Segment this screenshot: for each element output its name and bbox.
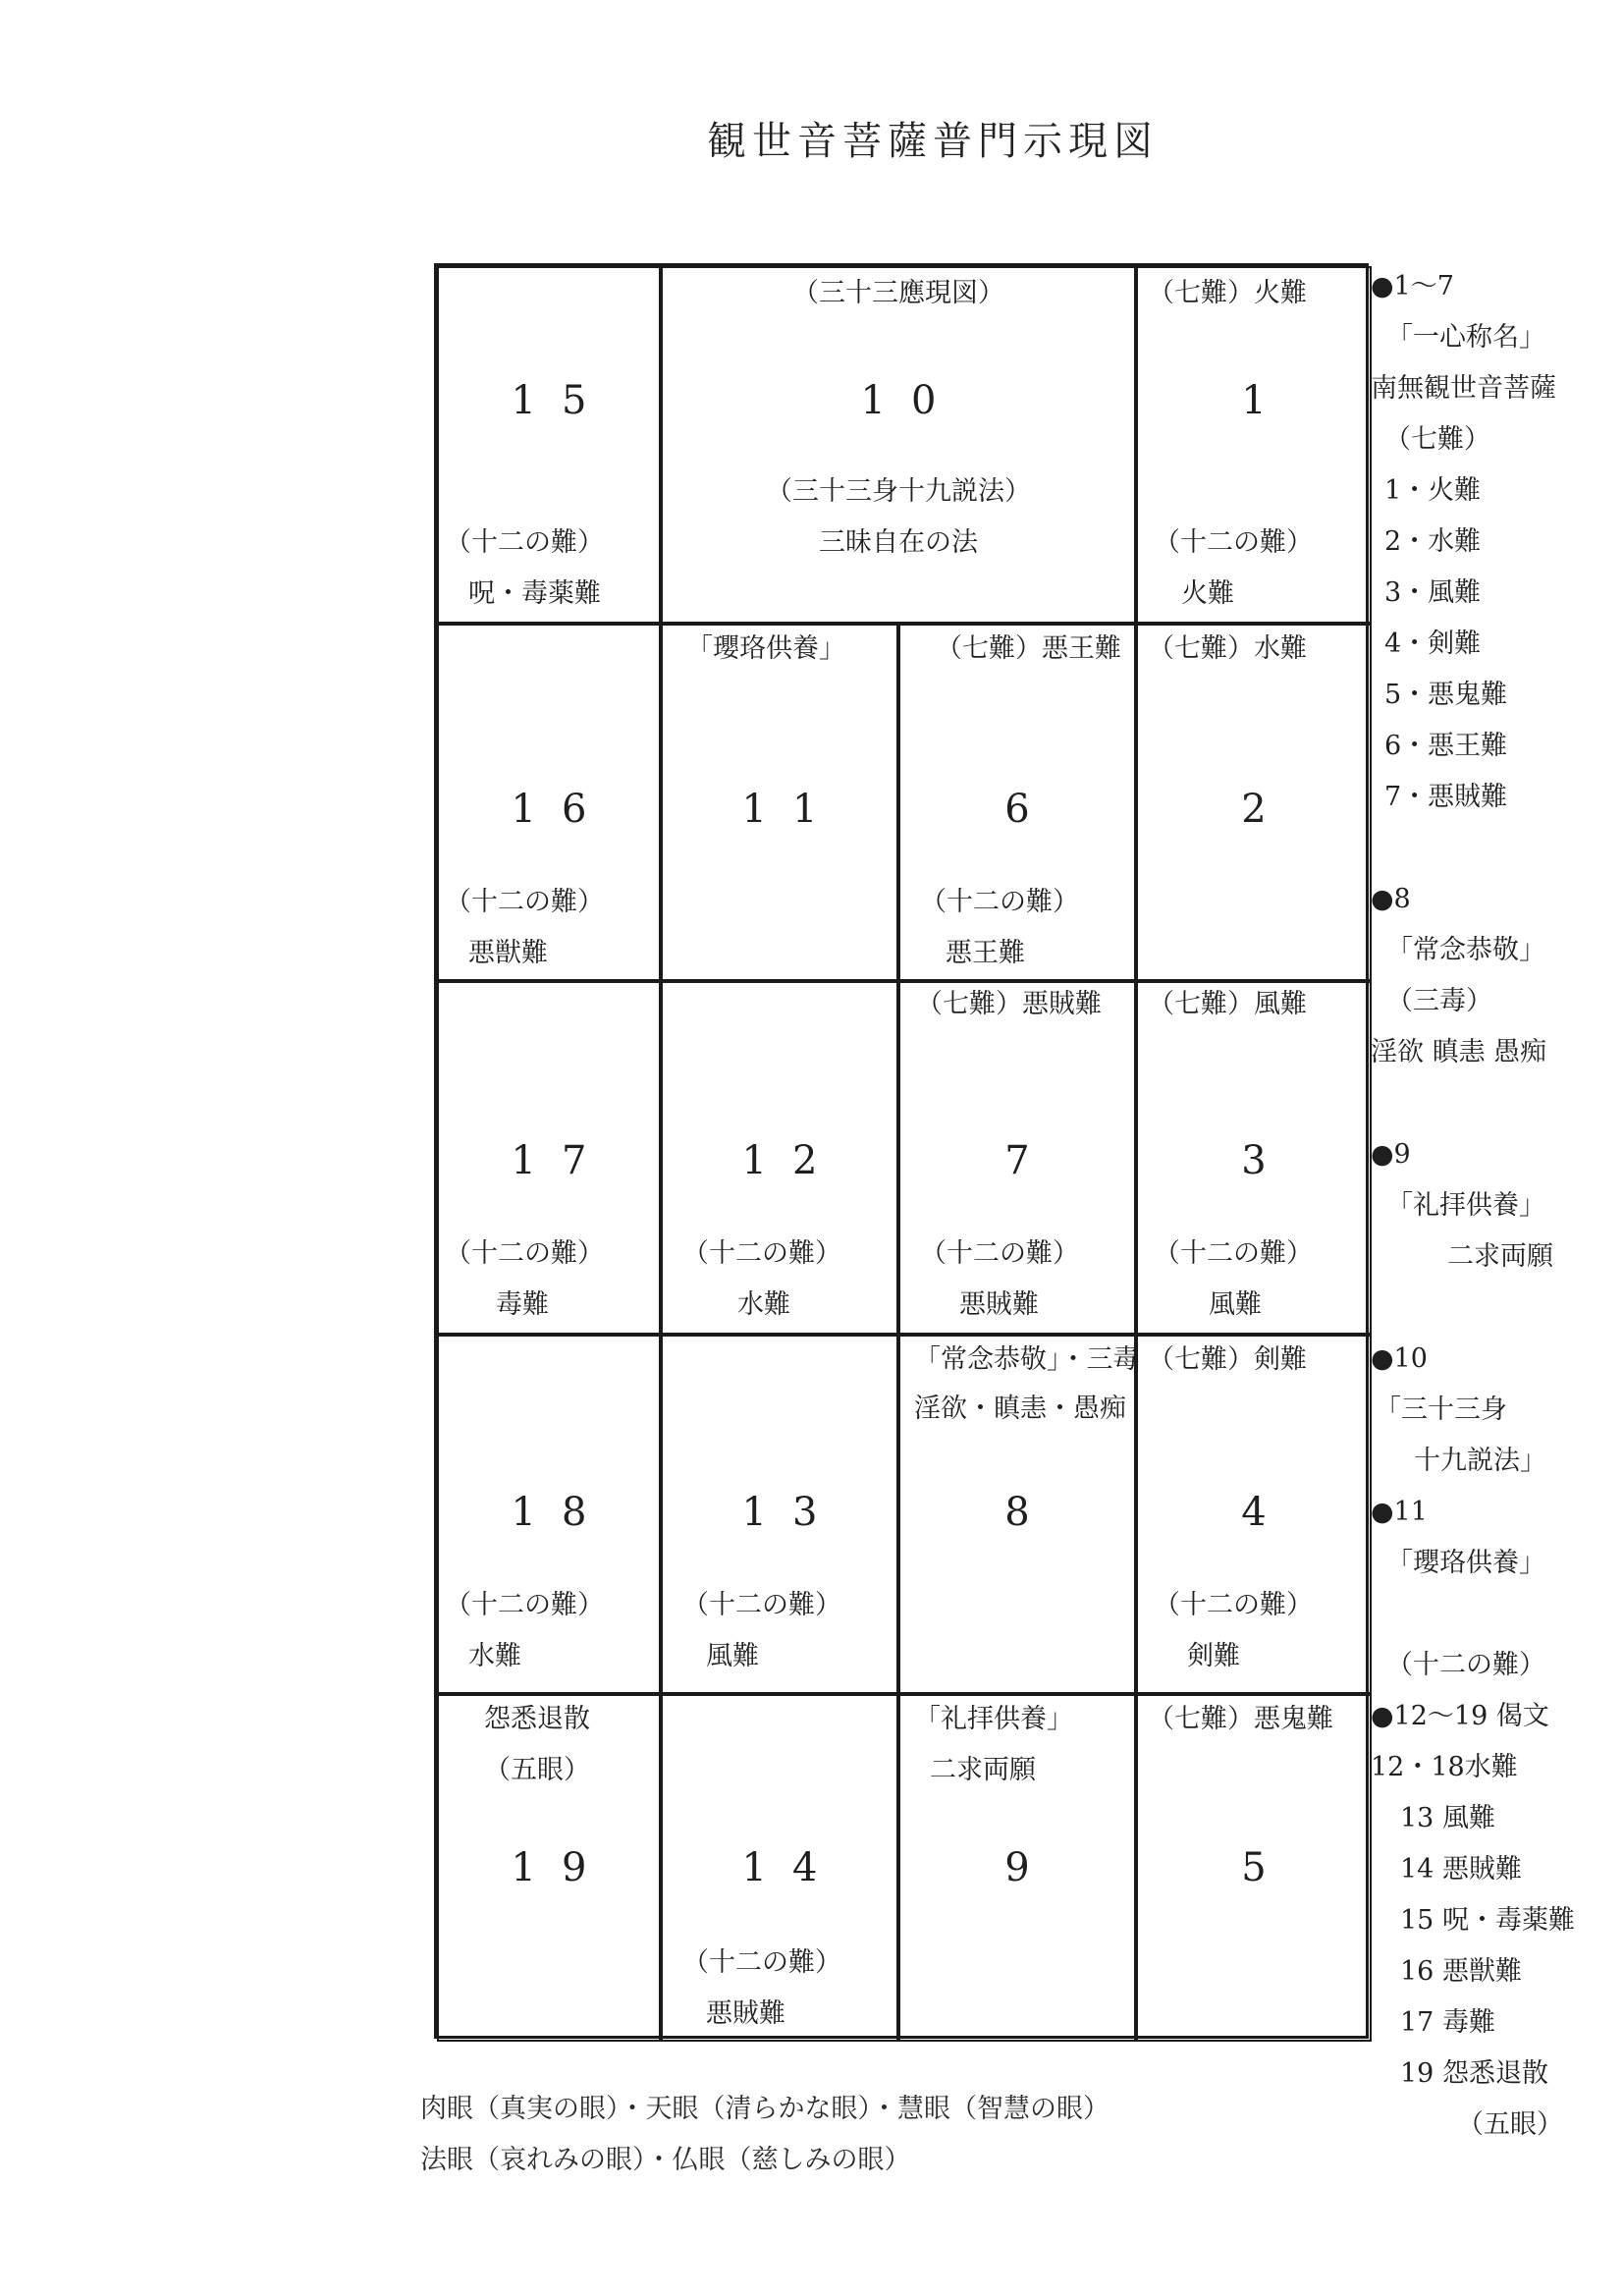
cell-note: （三十三身十九説法） <box>766 476 1031 507</box>
cell-9 <box>898 1694 1136 2042</box>
cell-19 <box>437 1694 661 2042</box>
cell-8 <box>898 1335 1140 1694</box>
cell-note: 悪賊難 <box>959 1289 1039 1320</box>
legend-line: 16 悪獣難 <box>1400 1956 1522 1987</box>
page-title: 観世音菩薩普門示現図 <box>707 119 1159 164</box>
cell-note: 悪獣難 <box>468 938 548 968</box>
cell-note: （十二の難） <box>682 1947 841 1978</box>
legend-group-11: ●11 <box>1371 1497 1428 1527</box>
cell-heading: 「瓔珞供養」 <box>686 633 845 664</box>
legend-line: 1・火難 <box>1384 475 1482 506</box>
legend-line: 南無観世音菩薩 <box>1371 373 1556 404</box>
cell-12 <box>661 981 898 1335</box>
legend-line: 19 怨悉退散 <box>1400 2058 1548 2089</box>
legend-line: 14 悪賊難 <box>1400 1854 1522 1885</box>
fumon-grid <box>434 263 1369 2039</box>
cell-heading: （七難）悪王難 <box>936 633 1121 664</box>
cell-heading: （七難）風難 <box>1148 989 1307 1019</box>
legend-line: 17 毒難 <box>1400 2007 1495 2038</box>
cell-7 <box>898 981 1136 1335</box>
cell-heading: （三十三應現図） <box>792 278 1004 308</box>
legend-line: 12・18水難 <box>1371 1752 1518 1782</box>
legend-line: 3・風難 <box>1384 577 1482 608</box>
legend-line: 二求両願 <box>1447 1241 1553 1272</box>
cell-note: （十二の難） <box>682 1590 841 1620</box>
cell-3 <box>1136 981 1372 1335</box>
cell-heading: （五眼） <box>484 1755 590 1785</box>
cell-5 <box>1136 1694 1372 2042</box>
cell-note: 悪王難 <box>946 938 1025 968</box>
legend-line: 15 呪・毒薬難 <box>1400 1905 1575 1936</box>
cell-13 <box>661 1335 898 1694</box>
cell-note: （十二の難） <box>1154 527 1313 558</box>
cell-note: 三昧自在の法 <box>819 527 978 558</box>
cell-number: 8 <box>1004 1490 1055 1535</box>
cell-note: 水難 <box>737 1289 790 1320</box>
legend-line: 淫欲 瞋恚 愚痴 <box>1371 1037 1547 1067</box>
cell-heading: （七難）火難 <box>1148 278 1307 308</box>
legend-line: （十二の難） <box>1386 1650 1545 1680</box>
cell-heading: 「常念恭敬」・三毒 <box>914 1344 1140 1375</box>
legend-line: 7・悪賊難 <box>1384 782 1508 812</box>
cell-14 <box>661 1694 898 2042</box>
cell-1 <box>1136 266 1372 624</box>
legend-line: 13 風難 <box>1400 1803 1495 1833</box>
cell-note: 火難 <box>1181 578 1234 609</box>
cell-number: 6 <box>1004 787 1055 832</box>
cell-number: 7 <box>1004 1138 1055 1183</box>
cell-number: 13 <box>741 1490 843 1535</box>
cell-note: 毒難 <box>496 1289 549 1320</box>
cell-6 <box>898 624 1136 981</box>
cell-note: （十二の難） <box>1154 1590 1313 1620</box>
cell-note: （十二の難） <box>445 527 604 558</box>
cell-note: 風難 <box>706 1641 759 1671</box>
cell-note: 呪・毒薬難 <box>468 578 601 609</box>
cell-heading: （七難）剣難 <box>1148 1344 1307 1375</box>
cell-number: 1 <box>1241 378 1292 423</box>
cell-18 <box>437 1335 661 1694</box>
legend-group-9: ●9 <box>1371 1139 1411 1170</box>
cell-number: 17 <box>511 1138 613 1183</box>
cell-number: 5 <box>1241 1845 1292 1890</box>
cell-number: 15 <box>511 378 613 423</box>
legend-line: 「礼拝供養」 <box>1386 1190 1545 1221</box>
legend-line: 「瓔珞供養」 <box>1386 1548 1545 1578</box>
legend-line: 2・水難 <box>1384 526 1482 557</box>
cell-note: 風難 <box>1209 1289 1262 1320</box>
cell-note: 剣難 <box>1187 1641 1240 1671</box>
cell-16 <box>437 624 661 981</box>
legend-line: 4・剣難 <box>1384 629 1482 659</box>
cell-number: 12 <box>741 1138 843 1183</box>
legend-group-10: ●10 <box>1371 1343 1428 1374</box>
cell-heading: 怨悉退散 <box>484 1704 590 1734</box>
cell-heading: 淫欲・瞋恚・愚痴 <box>914 1394 1126 1424</box>
footer-line-2: 法眼（哀れみの眼）・仏眼（慈しみの眼） <box>420 2145 911 2175</box>
legend-group-1-7: ●1～7 <box>1371 271 1454 301</box>
legend-group-12-19: ●12～19 偈文 <box>1371 1701 1549 1731</box>
cell-number: 3 <box>1241 1138 1292 1183</box>
cell-10 <box>661 266 1136 624</box>
cell-2 <box>1136 624 1372 981</box>
cell-heading: 「礼拝供養」 <box>914 1704 1073 1734</box>
cell-heading: （七難）悪賊難 <box>916 989 1102 1019</box>
legend-line: 5・悪鬼難 <box>1384 680 1508 710</box>
cell-4 <box>1136 1335 1372 1694</box>
legend-line: （三毒） <box>1386 986 1492 1016</box>
legend-line: （五眼） <box>1457 2109 1563 2140</box>
legend-line: 「一心称名」 <box>1386 322 1545 353</box>
cell-number: 18 <box>511 1490 613 1535</box>
cell-note: （十二の難） <box>1154 1238 1313 1269</box>
cell-note: （十二の難） <box>445 887 604 917</box>
cell-number: 16 <box>511 787 613 832</box>
cell-number: 19 <box>511 1845 613 1890</box>
legend-line: 十九説法」 <box>1414 1446 1546 1476</box>
cell-11 <box>661 624 898 981</box>
cell-heading: 二求両願 <box>930 1755 1036 1785</box>
cell-heading: （七難）悪鬼難 <box>1148 1704 1333 1734</box>
cell-number: 9 <box>1004 1845 1055 1890</box>
cell-note: （十二の難） <box>445 1238 604 1269</box>
cell-number: 14 <box>741 1845 843 1890</box>
cell-note: （十二の難） <box>920 887 1079 917</box>
cell-number: 11 <box>741 787 843 832</box>
cell-number: 2 <box>1241 787 1292 832</box>
legend-line: 「三十三身 <box>1375 1394 1507 1425</box>
cell-note: 悪賊難 <box>706 1998 785 2029</box>
legend-line: 6・悪王難 <box>1384 731 1508 761</box>
legend-group-8: ●8 <box>1371 884 1411 914</box>
cell-note: （十二の難） <box>920 1238 1079 1269</box>
cell-heading: （七難）水難 <box>1148 633 1307 664</box>
cell-17 <box>437 981 661 1335</box>
cell-note: 水難 <box>468 1641 521 1671</box>
cell-note: （十二の難） <box>445 1590 604 1620</box>
footer-line-1: 肉眼（真実の眼）・天眼（清らかな眼）・慧眼（智慧の眼） <box>420 2094 1109 2124</box>
legend-line: 「常念恭敬」 <box>1386 935 1545 965</box>
cell-number: 4 <box>1241 1490 1292 1535</box>
cell-15 <box>437 266 661 624</box>
cell-note: （十二の難） <box>682 1238 841 1269</box>
cell-number: 10 <box>860 378 962 423</box>
legend-line: （七難） <box>1384 424 1490 455</box>
